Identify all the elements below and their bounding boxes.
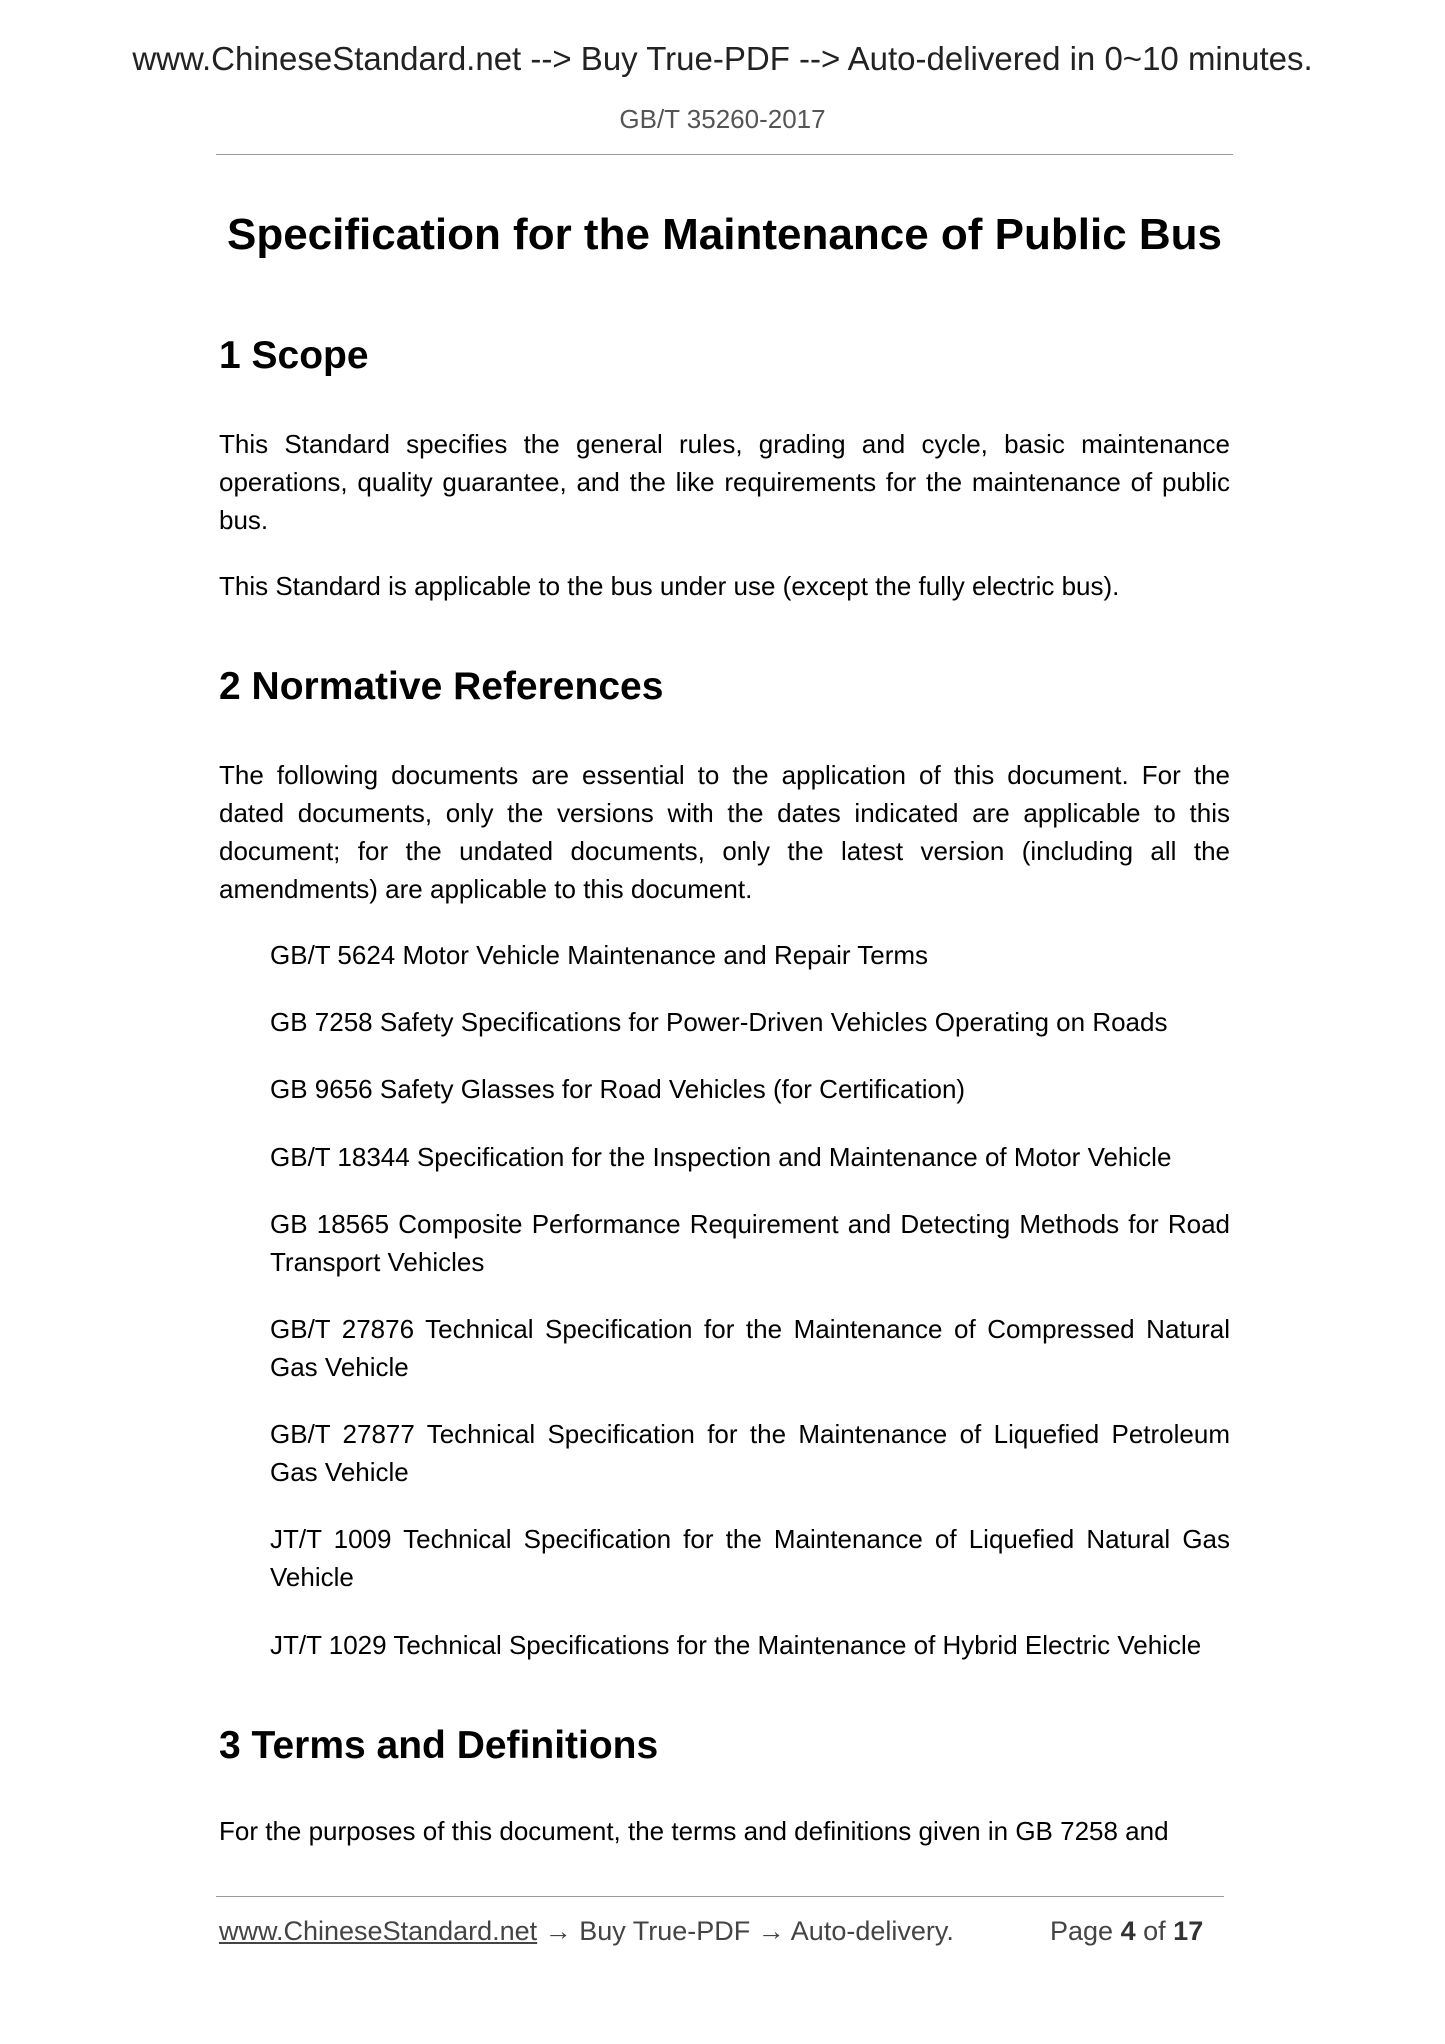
arrow-right-icon: → [544, 1916, 572, 1946]
section-heading-normative-references: 2 Normative References [219, 665, 664, 708]
terms-paragraph: For the purposes of this document, the terms and definitions given in GB 7258 and [219, 1816, 1169, 1846]
section-heading-scope: 1 Scope [219, 334, 369, 377]
reference-item: GB/T 18344 Specification for the Inspection and Maintenance of Motor Vehicle [270, 1142, 1172, 1172]
page-indicator [1050, 1916, 1203, 1947]
scope-applicability: This Standard is applicable to the bus under use (except the fully electric bus). [219, 571, 1120, 601]
footer-site-link[interactable]: www.ChineseStandard.net [219, 1916, 538, 1946]
footer-divider [216, 1896, 1224, 1897]
footer-delivery-text: Auto-delivery. [790, 1916, 954, 1946]
of-label: of [1143, 1916, 1166, 1946]
page-number: 4 [1120, 1916, 1136, 1946]
page-total: 17 [1173, 1916, 1204, 1946]
standard-code: GB/T 35260-2017 [619, 104, 826, 134]
arrow-right-icon: → [757, 1916, 785, 1946]
section-heading-terms-definitions: 3 Terms and Definitions [219, 1724, 659, 1767]
reference-item: GB 9656 Safety Glasses for Road Vehicles (for Certification) [270, 1074, 966, 1104]
reference-item: JT/T 1029 Technical Specifications for the Maintenance of Hybrid Electric Vehicle [270, 1630, 1202, 1660]
reference-item: JT/T 1009 Technical Specification for the Maintenance of Liquefied Natural Gas Vehicle [270, 1524, 1230, 1592]
references-intro: The following documents are essential to the application of this document. For the dated documents, only the versions with the dates indicated are applicable to this document; for the undated documents, only the latest version (including all the amendments) are applicable to this document. [219, 760, 1230, 904]
footer-buy-text: Buy True-PDF [579, 1916, 751, 1946]
page-label: Page [1050, 1916, 1114, 1946]
reference-item: GB 18565 Composite Performance Requirement and Detecting Methods for Road Transport Vehicles [270, 1209, 1230, 1277]
site-banner: www.ChineseStandard.net --> Buy True-PDF --> Auto-delivered in 0~10 minutes. [132, 40, 1313, 77]
document-title: Specification for the Maintenance of Public Bus [226, 210, 1223, 259]
reference-item: GB 7258 Safety Specifications for Power-Driven Vehicles Operating on Roads [270, 1007, 1168, 1037]
reference-item: GB/T 27877 Technical Specification for the Maintenance of Liquefied Petroleum Gas Vehicle [270, 1419, 1230, 1487]
reference-item: GB/T 5624 Motor Vehicle Maintenance and Repair Terms [270, 940, 929, 970]
reference-item: GB/T 27876 Technical Specification for the Maintenance of Compressed Natural Gas Vehicle [270, 1314, 1230, 1382]
header-divider [216, 154, 1233, 155]
footer-links [219, 1916, 954, 1947]
scope-paragraph: This Standard specifies the general rules, grading and cycle, basic maintenance operations, quality guarantee, and the like requirements for the maintenance of public bus. [219, 429, 1230, 535]
